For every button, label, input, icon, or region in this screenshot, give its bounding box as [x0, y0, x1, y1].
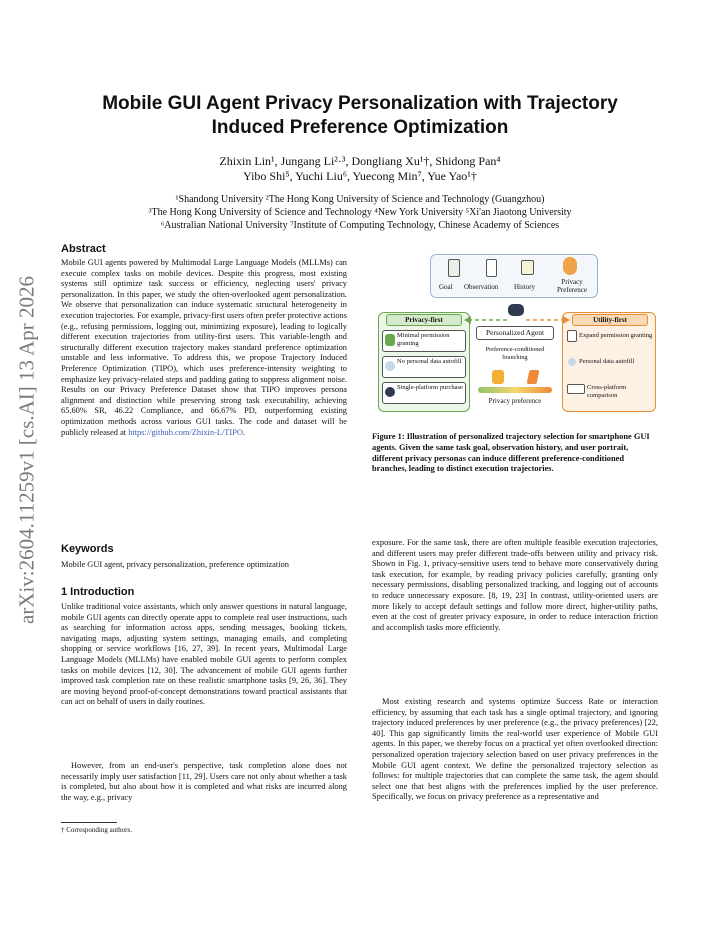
right-paragraph-1: exposure. For the same task, there are often multiple feasible execution trajectories, and different users may prefer different trade-offs between utility and privacy risk. Shown in Fig. 1, privacy-sensitive users tend to behave more conservatively during task execution, for example, by reading privacy policies carefully, granting only necessary permissions, disabling personalized tracking, and logging out of accounts to reduce unnecessary exposure. [8, 19, 23] In contrast, utility-oriented users are more likely to accept default settings and follow more direct, higher-utility paths, even at the cost of greater privacy exposure, in order to reduce interaction friction and accomplish tasks more efficiently.	[372, 538, 658, 632]
center-sub: Preference-conditioned branching	[485, 346, 545, 361]
authors-line-2: Yibo Shi⁵, Yuchi Liu⁶, Yuecong Min⁷, Yue Yao¹†	[243, 169, 477, 183]
privacy-slider	[478, 387, 552, 393]
affil-line-3: ⁶Australian National University ⁷Institute of Computing Technology, Chinese Academy of Sciences	[160, 220, 560, 231]
left-item-2: No personal data autofill	[397, 358, 462, 365]
left-item-3: Single-platform purchase	[397, 384, 463, 391]
label-observation: Observation	[464, 283, 499, 291]
figure-1	[378, 254, 656, 416]
title-line-2: Induced Preference Optimization	[211, 117, 509, 138]
right-item-2: Personal data autofill	[579, 358, 635, 365]
label-history: History	[514, 283, 535, 291]
left-item-1: Minimal permission granting	[397, 332, 450, 347]
figure-caption: Figure 1: Illustration of personalized trajectory selection for smartphone GUI agents. Given the same task goal, observation history, and user portrait, different privacy personas can induce different preference-conditioned branches, leading to distinct execution trajectories.	[372, 432, 650, 474]
keywords-heading: Keywords	[61, 543, 114, 555]
intro-paragraph-2: However, from an end-user's perspective, task completion alone does not necessarily imply user satisfaction [11, 29]. Users care not only about whether a task is completed, but also about how it is completed and what risks are incurred along the way, e.g., privacy	[61, 761, 347, 802]
arxiv-id: arXiv:2604.11259v1 [cs.AI] 13 Apr 2026	[14, 275, 39, 625]
user-data-icon	[568, 358, 576, 366]
center-title: Personalized Agent	[485, 328, 545, 337]
affil-line-1: ¹Shandong University ²The Hong Kong University of Science and Technology (Guangzhou)	[175, 194, 545, 205]
phone-icon	[448, 259, 460, 277]
abstract-text: Mobile GUI agents powered by Multimodal Large Language Models (MLLMs) can execute complex tasks on mobile devices. Despite this progress, most existing systems still optimize task success or efficiency, neglecting users' privacy personalization. In this paper, we study the often-overlooked agent personalization. We observe that personalization can induce systematic structural heterogeneity in execution trajectories. For example, privacy-first users often prefer protective actions (e.g., refusing permissions, logging out, minimizing exposure), leading to logically different execution trajectories from utility-first users. This variable-length and structurally different execution trajectory makes standard preference optimization unstable and less informative. To address this, we propose Trajectory Induced Preference Optimization (TIPO), which uses preference-intensity weighting to emphasize key privacy-related steps and padding gating to suppress alignment noise. Results on our Privacy Preference Dataset show that TIPO improves persona alignment and distinction while preserving strong task executability, achieving 65.60% SR, 46.22 Compliance, and 66.67% PD, outperforming existing optimization methods across various GUI tasks. The code and dataset will be publicly released at	[61, 258, 347, 437]
intro-heading: 1 Introduction	[61, 586, 135, 598]
label-privacy-preference: Privacy Preference	[557, 278, 587, 294]
lock-icon	[492, 370, 504, 384]
privacy-first-label: Privacy-first	[405, 316, 443, 324]
authors	[60, 154, 660, 184]
affil-line-2: ³The Hong Kong University of Science and Technology ⁴New York University ⁵Xi'an Jiaotong University	[148, 207, 572, 218]
cart-icon	[385, 387, 395, 397]
paper-title	[60, 92, 660, 140]
abstract-link[interactable]: https://github.com/Zhixin-L/TIPO	[128, 427, 243, 437]
keywords-text: Mobile GUI agent, privacy personalization, preference optimization	[61, 560, 289, 569]
title-line-1: Mobile GUI Agent Privacy Personalization with Trajectory	[102, 93, 618, 114]
branch-arrows	[464, 314, 570, 326]
footnote: † Corresponding authors.	[61, 826, 132, 834]
arxiv-sidebar	[6, 260, 48, 640]
shield-icon	[385, 334, 395, 346]
user-avatar-icon	[563, 257, 577, 275]
history-icon	[521, 260, 534, 275]
user-block-icon	[385, 361, 395, 371]
center-bottom-label: Privacy preference	[488, 397, 542, 405]
expand-icon	[567, 330, 577, 342]
right-paragraph-2: Most existing research and systems optimize Success Rate or interaction efficiency, by assuming that each task has a single optimal trajectory, and ignoring trajectory induced preferences by user preference (e.g., the privacy preferences) [22, 40]. This gap significantly limits the real-world user experience of Mobile GUI agents. In this paper, we thereby focus on a practical yet often overlooked direction: personalized operation trajectory selection based on user privacy preferences in the Mobile GUI agent context. We define the personalized trajectory selection as follows: for multiple trajectories that can complete the same task, the agent should select one that best aligns with the preferences implied by the user preference. Specifically, we focus on privacy preference as a representative and	[372, 697, 658, 802]
lightning-icon	[527, 370, 540, 384]
affiliations	[40, 193, 680, 232]
footnote-rule	[61, 822, 117, 823]
label-goal: Goal	[439, 283, 453, 291]
right-item-3: Cross-platform comparison	[587, 384, 627, 399]
compare-icon	[567, 384, 585, 394]
intro-paragraph-1: Unlike traditional voice assistants, which only answer questions in natural language, mobile GUI agents can directly operate apps to complete real user instructions, such as searching for information across apps, sending messages, booking tickets, navigating maps, adjusting system settings, managing emails, and completing shopping or service workflows [16, 27, 39]. In recent years, Multimodal Large Language Models (MLLMs) have enabled mobile GUI agents to perform complex tasks on mobile devices [12, 30]. The advancement of mobile GUI agents further improved task completion rate on these realistic smartphone tasks [9, 26, 36]. They are moving beyond proof-of-concept demonstrations toward practical assistants that can act on behalf of users in daily routines.	[61, 602, 347, 707]
authors-line-1: Zhixin Lin¹, Jungang Li²·³, Dongliang Xu¹†, Shidong Pan⁴	[219, 154, 501, 168]
right-item-1: Expand permission granting	[579, 332, 653, 339]
abstract-body: Mobile GUI agents powered by Multimodal Large Language Models (MLLMs) can execute complex tasks on mobile devices. Despite this progress, most existing systems still optimize task success or efficiency, neglecting users' privacy personalization. In this paper, we study the often-overlooked agent personalization. We observe that personalization can induce systematic structural heterogeneity in execution trajectories. For example, privacy-first users often prefer protective actions (e.g., refusing permissions, logging out, minimizing exposure), leading to logically different execution trajectories from utility-first users. This variable-length and structurally different execution trajectory makes standard preference optimization unstable and less informative. To address this, we propose Trajectory Induced Preference Optimization (TIPO), which uses preference-intensity weighting to emphasize key privacy-related steps and padding gating to suppress alignment noise. Results on our Privacy Preference Dataset show that TIPO improves persona alignment and distinction while preserving strong task executability, achieving 65.60% SR, 46.22 Compliance, and 66.67% PD, outperforming existing optimization methods across various GUI tasks. The code and dataset will be publicly released at https://github.com/Zhixin-L/TIPO.	[61, 258, 347, 437]
utility-first-label: Utility-first	[593, 316, 627, 324]
abstract-heading: Abstract	[61, 243, 106, 255]
phone-outline-icon	[486, 259, 497, 277]
